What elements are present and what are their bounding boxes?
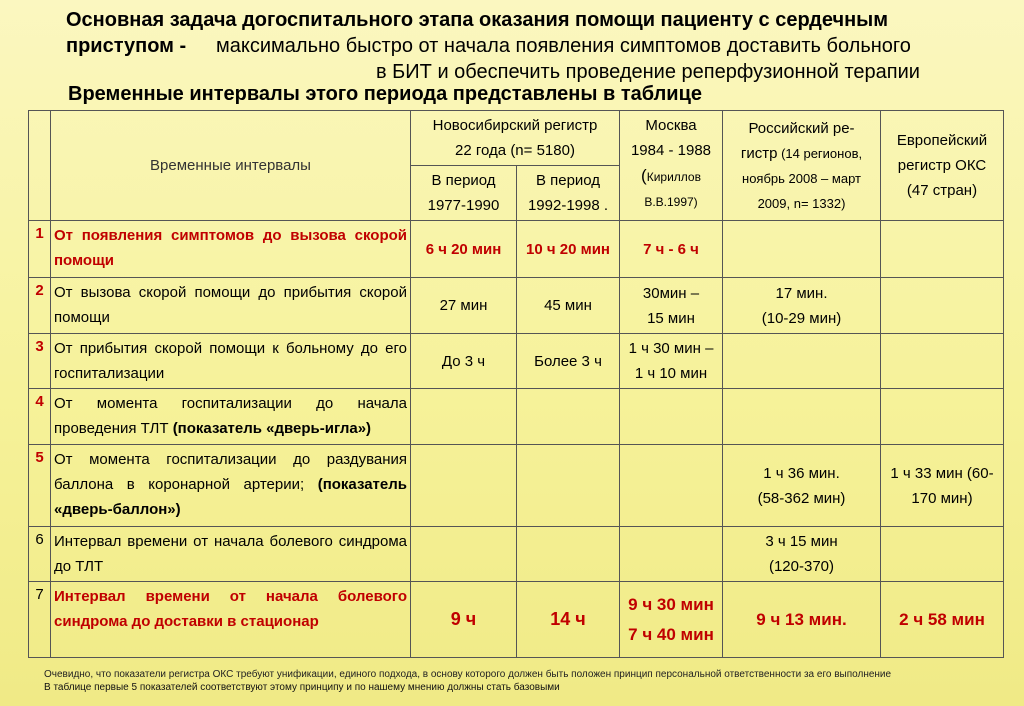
row-description: От вызова скорой помощи до прибытия скорой помощи — [51, 278, 411, 334]
header-russian-line1: Российский ре- — [748, 119, 855, 137]
table-row — [29, 278, 1004, 334]
header-moscow-line4: В.В.1997) — [644, 195, 698, 209]
cell-russian — [723, 389, 881, 445]
cell-moscow-line1: 9 ч 30 мин — [628, 594, 714, 614]
header-russian-line3: ноябрь 2008 – март — [742, 170, 861, 186]
header-russian — [723, 111, 881, 221]
cell-period1: 9 ч — [411, 582, 517, 658]
row-description: От появления симптомов до вызова скорой помощи — [51, 221, 411, 278]
row-number: 5 — [29, 445, 51, 527]
slide-subtitle: Временные интервалы этого периода представлены в таблице — [68, 83, 703, 105]
row-number: 6 — [29, 527, 51, 582]
cell-moscow — [620, 334, 723, 389]
cell-period2: 14 ч — [517, 582, 620, 658]
footer-note — [44, 668, 891, 694]
cell-european — [881, 445, 1004, 527]
cell-moscow — [620, 445, 723, 527]
cell-moscow — [620, 527, 723, 582]
cell-moscow-line1: 30мин – — [642, 284, 700, 302]
cell-period1: 6 ч 20 мин — [411, 221, 517, 278]
header-novosibirsk-line2: 22 года (n= 5180) — [455, 142, 575, 159]
header-moscow — [620, 111, 723, 221]
cell-period2: 10 ч 20 мин — [517, 221, 620, 278]
cell-moscow-line2: 7 ч 40 мин — [628, 624, 714, 644]
row-number: 4 — [29, 389, 51, 445]
header-period2-line1: В период — [535, 172, 601, 189]
header-moscow-author: Кириллов — [646, 170, 701, 184]
table-row — [29, 221, 1004, 278]
cell-moscow — [620, 278, 723, 334]
table-row — [29, 389, 1004, 445]
cell-period1 — [411, 445, 517, 527]
cell-russian-line1: 1 ч 36 мин. — [763, 464, 840, 482]
intervals-table — [28, 110, 1004, 658]
cell-period1 — [411, 527, 517, 582]
header-russian-line2 — [727, 141, 876, 166]
header-european — [881, 111, 1004, 221]
row-description: От прибытия скорой помощи к больному до его госпитализации — [51, 334, 411, 389]
cell-european — [881, 389, 1004, 445]
header-european-line1: Европейский — [896, 132, 988, 149]
cell-russian — [723, 278, 881, 334]
header-period2-line2: 1992-1998 . — [527, 197, 609, 214]
cell-european — [881, 278, 1004, 334]
cell-russian — [723, 527, 881, 582]
cell-period1: До 3 ч — [411, 334, 517, 389]
table-row — [29, 334, 1004, 389]
cell-period2 — [517, 445, 620, 527]
table-row — [29, 582, 1004, 658]
footer-line-2: В таблице первые 5 показателей соответствуют этому принципу и по нашему мнению должны стать базовыми — [44, 682, 560, 693]
title-line-1: Основная задача догоспитального этапа оказания помощи пациенту с сердечным — [66, 9, 889, 31]
row-number: 2 — [29, 278, 51, 334]
footer-line-1: Очевидно, что показатели регистра ОКС требуют унификации, единого подхода, в основу которого должен быть положен принцип персональной ответственности за его выполнение — [44, 669, 892, 680]
cell-moscow-line2: 1 ч 10 мин — [634, 365, 708, 382]
cell-moscow-line2: 15 мин — [647, 309, 695, 327]
cell-russian: 9 ч 13 мин. — [723, 582, 881, 658]
cell-russian-line2: (10-29 мин) — [761, 309, 842, 327]
table-row — [29, 527, 1004, 582]
cell-european — [881, 221, 1004, 278]
header-intervals: Временные интервалы — [51, 111, 411, 221]
cell-european: 2 ч 58 мин — [881, 582, 1004, 658]
cell-period2 — [517, 389, 620, 445]
cell-russian — [723, 221, 881, 278]
cell-period1 — [411, 389, 517, 445]
header-european-line3: (47 стран) — [906, 182, 978, 199]
title-line-3: в БИТ и обеспечить проведение реперфузионной терапии — [376, 61, 920, 83]
header-russian-line4: 2009, n= 1332) — [757, 195, 846, 211]
cell-period2 — [517, 527, 620, 582]
row-description: Интервал времени от начала болевого синдрома до доставки в стационар — [51, 582, 411, 658]
header-moscow-line3 — [624, 163, 718, 190]
cell-moscow-line1: 1 ч 30 мин – — [628, 340, 714, 357]
header-moscow-paren: ( — [641, 166, 647, 185]
cell-period2: 45 мин — [517, 278, 620, 334]
cell-russian-line2: (120-370) — [768, 558, 835, 575]
header-novosibirsk-line1: Новосибирский регистр — [432, 117, 598, 134]
row-description-text: От момента госпитализации до начала проведения ТЛТ — [54, 395, 407, 437]
row-description-indicator: (показатель «дверь-баллон») — [54, 476, 407, 518]
row-description-indicator: (показатель «дверь-игла») — [172, 420, 372, 437]
cell-russian — [723, 334, 881, 389]
row-number: 1 — [29, 221, 51, 278]
row-description: Интервал времени от начала болевого синдрома до ТЛТ — [51, 527, 411, 582]
cell-european-line1: 1 ч 33 мин (60- — [890, 464, 994, 482]
header-moscow-line2: 1984 - 1988 — [630, 142, 712, 159]
cell-european-line2: 170 мин) — [911, 489, 973, 507]
header-russian-line2b: (14 регионов, — [777, 145, 863, 161]
title-line-2-bold: приступом - — [66, 35, 187, 57]
header-moscow-line1: Москва — [645, 117, 697, 134]
cell-period2: Более 3 ч — [517, 334, 620, 389]
header-novosibirsk — [411, 111, 620, 166]
header-period1-line1: В период — [431, 172, 496, 189]
cell-moscow: 7 ч - 6 ч — [620, 221, 723, 278]
header-european-line2: регистр ОКС — [897, 157, 987, 174]
cell-european — [881, 334, 1004, 389]
row-number: 7 — [29, 582, 51, 658]
cell-period1: 27 мин — [411, 278, 517, 334]
cell-european — [881, 527, 1004, 582]
header-period1-line2: 1977-1990 — [427, 197, 500, 214]
cell-russian-line1: 17 мин. — [775, 284, 828, 302]
cell-russian — [723, 445, 881, 527]
row-description-text: От момента госпитализации до раздувания баллона в коронарной артерии; — [54, 451, 407, 493]
header-period-2 — [517, 166, 620, 221]
row-number: 3 — [29, 334, 51, 389]
cell-moscow — [620, 389, 723, 445]
header-period-1 — [411, 166, 517, 221]
row-description — [51, 445, 411, 527]
cell-moscow — [620, 582, 723, 658]
header-num-cell — [29, 111, 51, 221]
header-row-1 — [29, 111, 1004, 166]
row-description — [51, 389, 411, 445]
title-line-2: максимально быстро от начала появления симптомов доставить больного — [216, 35, 911, 57]
cell-russian-line2: (58-362 мин) — [757, 489, 846, 507]
table-row — [29, 445, 1004, 527]
header-russian-line2a: гистр — [740, 144, 778, 162]
cell-russian-line1: 3 ч 15 мин — [765, 533, 838, 550]
